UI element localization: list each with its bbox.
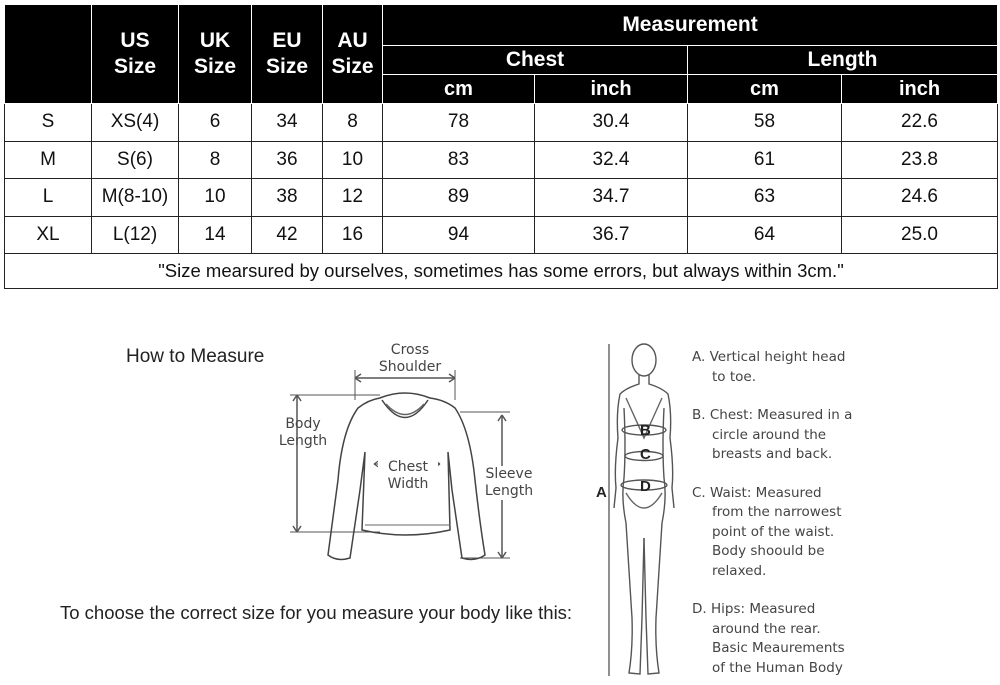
chest-inch-cell: 30.4: [535, 104, 688, 142]
eu-size-cell: 34: [252, 104, 323, 142]
marker-a: A: [596, 484, 607, 501]
uk-size-cell: 8: [179, 141, 252, 179]
chest-cm-cell: 94: [383, 216, 535, 254]
size-cell: XL: [5, 216, 92, 254]
chest-cm-header: cm: [383, 75, 535, 104]
chest-cm-cell: 83: [383, 141, 535, 179]
size-row: [5, 104, 998, 142]
length-header: Length: [688, 46, 998, 75]
blank-header: [5, 5, 92, 104]
size-cell: S: [5, 104, 92, 142]
length-cm-cell: 58: [688, 104, 842, 142]
au-size-cell: 12: [323, 179, 383, 217]
chest-inch-cell: 36.7: [535, 216, 688, 254]
length-inch-header: inch: [842, 75, 998, 104]
us-size-cell: M(8-10): [92, 179, 179, 217]
uk-size-cell: 6: [179, 104, 252, 142]
us-size-cell: S(6): [92, 141, 179, 179]
length-inch-cell: 22.6: [842, 104, 998, 142]
length-cm-cell: 61: [688, 141, 842, 179]
chest-inch-cell: 32.4: [535, 141, 688, 179]
chest-cm-cell: 78: [383, 104, 535, 142]
how-to-measure-title: How to Measure: [126, 346, 265, 367]
length-cm-cell: 64: [688, 216, 842, 254]
desc-d: D. Hips: Measured around the rear. Basic Meaurements of the Human Body: [692, 601, 845, 676]
us-size-cell: XS(4): [92, 104, 179, 142]
chest-inch-header: inch: [535, 75, 688, 104]
chest-header: Chest: [383, 46, 688, 75]
choose-size-instruction: To choose the correct size for you measure your body like this:: [60, 602, 573, 623]
eu-size-cell: 38: [252, 179, 323, 217]
us-size-header: US Size: [92, 5, 179, 104]
length-cm-cell: 63: [688, 179, 842, 217]
human-body-figure: [596, 338, 696, 683]
body-measure-descriptions: [692, 348, 892, 678]
uk-size-cell: 14: [179, 216, 252, 254]
size-chart-table: [4, 4, 998, 289]
size-row: [5, 141, 998, 179]
chest-width-label: Chest Width: [378, 459, 438, 493]
uk-size-cell: 10: [179, 179, 252, 217]
length-inch-cell: 23.8: [842, 141, 998, 179]
chest-cm-cell: 89: [383, 179, 535, 217]
size-cell: L: [5, 179, 92, 217]
us-size-cell: L(12): [92, 216, 179, 254]
size-row: [5, 179, 998, 217]
eu-size-cell: 36: [252, 141, 323, 179]
desc-a: A. Vertical height head to toe.: [692, 349, 846, 385]
sleeve-length-label: Sleeve Length: [480, 466, 538, 500]
measurement-note: "Size mearsured by ourselves, sometimes has some errors, but always within 3cm.": [5, 254, 998, 289]
size-row: [5, 216, 998, 254]
cross-shoulder-label: Cross Shoulder: [378, 342, 442, 375]
au-size-cell: 10: [323, 141, 383, 179]
marker-c: C: [640, 446, 651, 463]
desc-b: B. Chest: Measured in a circle around the breasts and back.: [692, 407, 853, 462]
au-size-cell: 16: [323, 216, 383, 254]
length-inch-cell: 25.0: [842, 216, 998, 254]
chest-inch-cell: 34.7: [535, 179, 688, 217]
eu-size-header: EU Size: [252, 5, 323, 104]
length-inch-cell: 24.6: [842, 179, 998, 217]
eu-size-cell: 42: [252, 216, 323, 254]
size-cell: M: [5, 141, 92, 179]
au-size-cell: 8: [323, 104, 383, 142]
desc-c: C. Waist: Measured from the narrowest point of the waist. Body shoould be relaxed.: [692, 484, 842, 579]
measurement-header: Measurement: [383, 5, 998, 46]
body-length-label: Body Length: [278, 416, 328, 449]
length-cm-header: cm: [688, 75, 842, 104]
au-size-header: AU Size: [323, 5, 383, 104]
marker-d: D: [640, 478, 651, 495]
marker-b: B: [640, 422, 651, 439]
uk-size-header: UK Size: [179, 5, 252, 104]
